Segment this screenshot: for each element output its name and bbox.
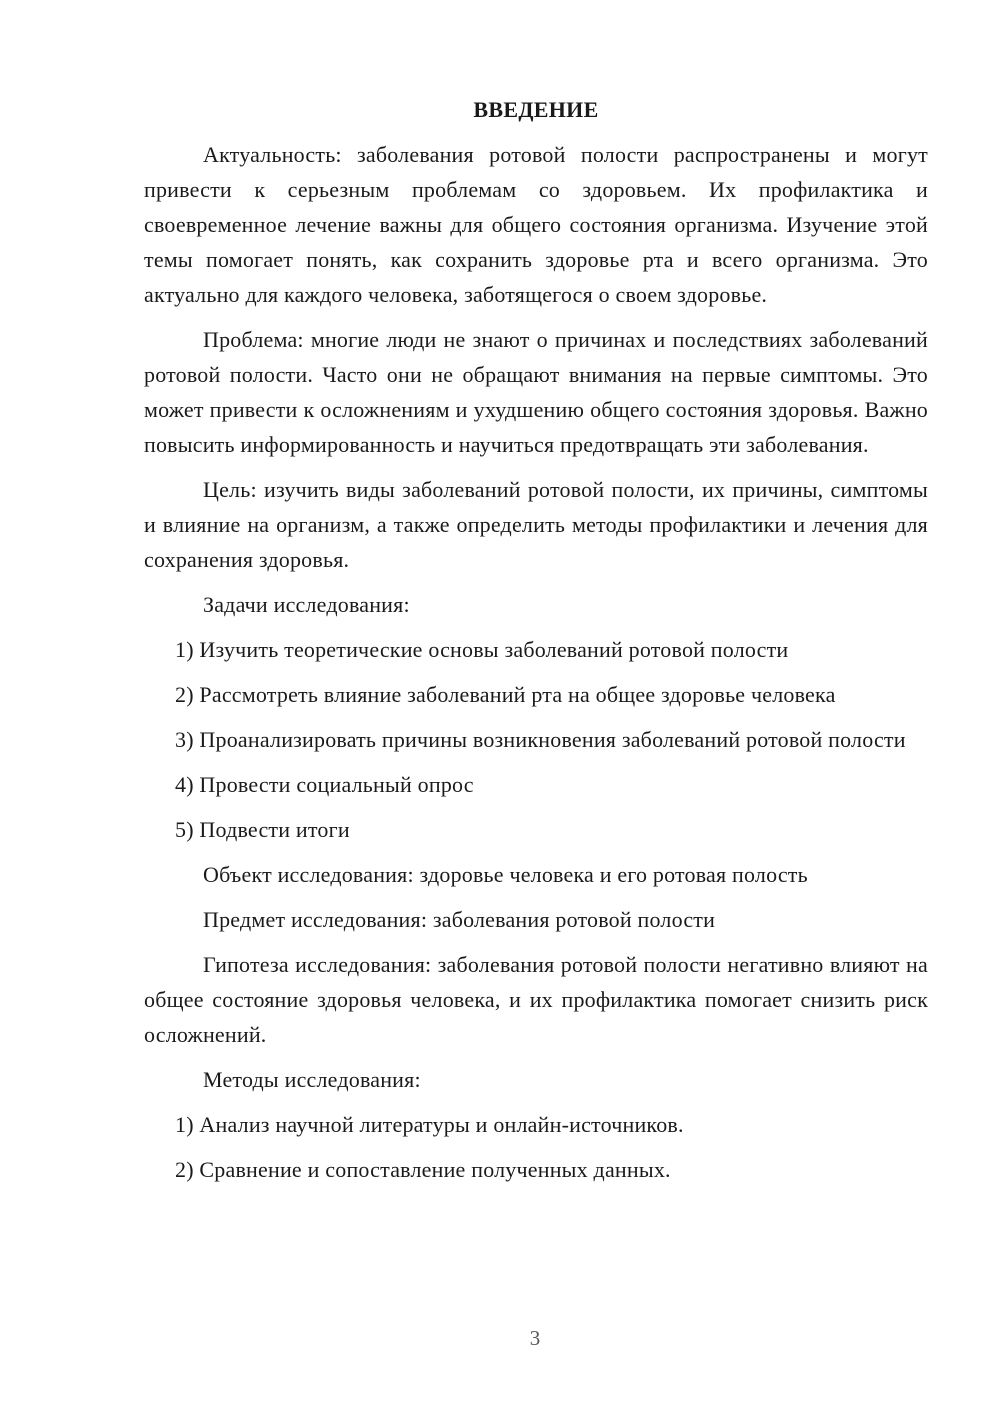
method-item-2: 2) Сравнение и сопоставление полученных данных. [175, 1157, 671, 1182]
page-number: 3 [529, 1326, 541, 1350]
section-title: ВВЕДЕНИЕ [473, 97, 599, 122]
object-line: Объект исследования: здоровье человека и его ротовая полость [203, 862, 808, 887]
task-item-3: 3) Проанализировать причины возникновения заболеваний ротовой полости [175, 727, 906, 752]
tasks-heading: Задачи исследования: [203, 592, 410, 617]
task-item-4: 4) Провести социальный опрос [175, 772, 474, 797]
task-item-2: 2) Рассмотреть влияние заболеваний рта на общее здоровье человека [175, 682, 836, 707]
relevance-paragraph: Актуальность: заболевания ротовой полости распространены и могут привести к серьезным проблемам со здоровьем. Их профилактика и своевременное лечение важны для общего состояния организма. Изучение этой темы помогает понять, как сохранить здоровье рта и всего организма. Это актуально для каждого человека, заботящегося о своем здоровье. [144, 142, 928, 307]
task-item-5: 5) Подвести итоги [175, 817, 350, 842]
hypothesis-paragraph: Гипотеза исследования: заболевания ротовой полости негативно влияют на общее состояние здоровья человека, и их профилактика помогает снизить риск осложнений. [144, 952, 928, 1047]
method-item-1: 1) Анализ научной литературы и онлайн-источников. [175, 1112, 684, 1137]
methods-heading: Методы исследования: [203, 1067, 421, 1092]
document-body [144, 92, 928, 1197]
goal-paragraph: Цель: изучить виды заболеваний ротовой полости, их причины, симптомы и влияние на организм, а также определить методы профилактики и лечения для сохранения здоровья. [144, 477, 928, 572]
task-item-1: 1) Изучить теоретические основы заболеваний ротовой полости [175, 637, 789, 662]
subject-line: Предмет исследования: заболевания ротовой полости [203, 907, 716, 932]
problem-paragraph: Проблема: многие люди не знают о причинах и последствиях заболеваний ротовой полости. Часто они не обращают внимания на первые симптомы. Это может привести к осложнениям и ухудшению общего состояния здоровья. Важно повысить информированность и научиться предотвращать эти заболевания. [144, 327, 928, 457]
